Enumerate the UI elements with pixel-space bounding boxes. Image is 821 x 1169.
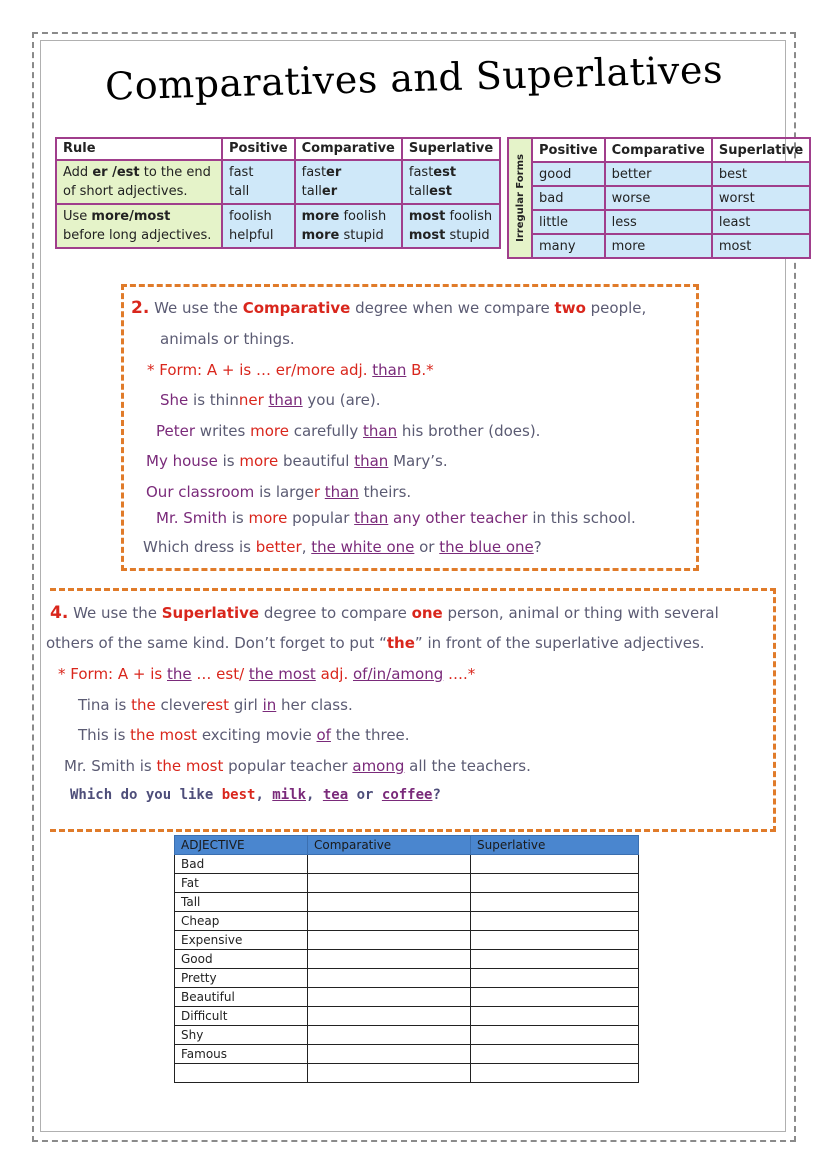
- exercise-table: [174, 835, 639, 1083]
- irr-cell: most: [712, 234, 810, 258]
- irr-cell: least: [712, 210, 810, 234]
- adjective-cell: Shy: [175, 1026, 308, 1045]
- exercise-header-adjective: ADJECTIVE: [175, 836, 308, 855]
- irregular-forms-table: [507, 137, 811, 259]
- superlative-form: * Form: A + is the … est/ the most adj. of/in/among ….*: [58, 665, 476, 683]
- adjective-cell: Good: [175, 950, 308, 969]
- comparative-intro-line2: animals or things.: [160, 330, 295, 348]
- comparative-example-2: Peter writes more carefully than his brother (does).: [156, 422, 541, 440]
- exercise-row: [175, 1026, 639, 1045]
- irr-cell: better: [605, 162, 712, 186]
- irr-row: [508, 234, 810, 258]
- irr-header-comparative: Comparative: [605, 138, 712, 162]
- adjective-cell: [175, 1064, 308, 1083]
- comparative-blank[interactable]: [308, 988, 471, 1007]
- superlative-blank[interactable]: [471, 1045, 639, 1064]
- exercise-row: [175, 1064, 639, 1083]
- superlative-blank[interactable]: [471, 893, 639, 912]
- comparative-blank[interactable]: [308, 931, 471, 950]
- irregular-forms-clip: [500, 130, 804, 265]
- exercise-row: [175, 1007, 639, 1026]
- comparative-intro-line1: 2. We use the Comparative degree when we compare two people,: [131, 298, 647, 318]
- superlative-blank[interactable]: [471, 1026, 639, 1045]
- adjective-cell: Expensive: [175, 931, 308, 950]
- superlative-long: most foolish most stupid: [402, 204, 500, 248]
- comparative-example-4: Our classroom is larger than theirs.: [146, 483, 412, 501]
- comparative-blank[interactable]: [308, 1045, 471, 1064]
- superlative-intro-line2: others of the same kind. Don’t forget to put “the” in front of the superlative adjectives.: [46, 634, 705, 652]
- irr-cell: best: [712, 162, 810, 186]
- exercise-row: [175, 893, 639, 912]
- exercise-header-superlative: Superlative: [471, 836, 639, 855]
- exercise-row: [175, 950, 639, 969]
- comparative-blank[interactable]: [308, 1026, 471, 1045]
- positive-long: foolish helpful: [222, 204, 295, 248]
- irr-cell: more: [605, 234, 712, 258]
- irr-cell: less: [605, 210, 712, 234]
- rule-row-short: [56, 160, 500, 204]
- superlative-short: fastest tallest: [402, 160, 500, 204]
- comparative-example-5: Mr. Smith is more popular than any other teacher in this school.: [156, 509, 636, 527]
- comparative-blank[interactable]: [308, 855, 471, 874]
- adjective-cell: Bad: [175, 855, 308, 874]
- comparative-blank[interactable]: [308, 874, 471, 893]
- comparative-blank[interactable]: [308, 969, 471, 988]
- adjective-cell: Famous: [175, 1045, 308, 1064]
- exercise-row: [175, 912, 639, 931]
- comparative-example-6: Which dress is better, the white one or the blue one?: [143, 538, 542, 556]
- comparative-long: more foolish more stupid: [295, 204, 402, 248]
- irr-cell: little: [532, 210, 605, 234]
- irr-cell: worse: [605, 186, 712, 210]
- comparative-example-3: My house is more beautiful than Mary’s.: [146, 452, 448, 470]
- exercise-row: [175, 969, 639, 988]
- adjective-cell: Fat: [175, 874, 308, 893]
- comparative-form: * Form: A + is … er/more adj. than B.*: [147, 361, 434, 379]
- comparative-blank[interactable]: [308, 950, 471, 969]
- adjective-cell: Tall: [175, 893, 308, 912]
- comparative-example-1: She is thinner than you (are).: [160, 391, 381, 409]
- rule-row-long: [56, 204, 500, 248]
- adjective-cell: Cheap: [175, 912, 308, 931]
- header-rule: Rule: [56, 138, 222, 160]
- superlative-blank[interactable]: [471, 988, 639, 1007]
- irr-cell: worst: [712, 186, 810, 210]
- comparative-blank[interactable]: [308, 1007, 471, 1026]
- superlative-blank[interactable]: [471, 1064, 639, 1083]
- comparative-blank[interactable]: [308, 912, 471, 931]
- comparative-blank[interactable]: [308, 893, 471, 912]
- superlative-example-1: Tina is the cleverest girl in her class.: [78, 696, 353, 714]
- irr-cell: good: [532, 162, 605, 186]
- exercise-row: [175, 874, 639, 893]
- header-superlative: Superlative: [402, 138, 500, 160]
- irr-row: [508, 210, 810, 234]
- rule-long-text: Use more/most before long adjectives.: [56, 204, 222, 248]
- superlative-intro-line1: 4. We use the Superlative degree to compare one person, animal or thing with several: [50, 603, 719, 623]
- exercise-row: [175, 1045, 639, 1064]
- superlative-blank[interactable]: [471, 855, 639, 874]
- exercise-row: [175, 931, 639, 950]
- superlative-blank[interactable]: [471, 1007, 639, 1026]
- adjective-cell: Difficult: [175, 1007, 308, 1026]
- superlative-example-2: This is the most exciting movie of the three.: [78, 726, 410, 744]
- superlative-example-3: Mr. Smith is the most popular teacher among all the teachers.: [64, 757, 531, 775]
- header-positive: Positive: [222, 138, 295, 160]
- rule-short-text: Add er /est to the end of short adjectives.: [56, 160, 222, 204]
- comparative-short: faster taller: [295, 160, 402, 204]
- exercise-header-comparative: Comparative: [308, 836, 471, 855]
- rules-table: [55, 137, 501, 249]
- superlative-example-4: Which do you like best, milk, tea or coffee?: [70, 787, 441, 803]
- superlative-blank[interactable]: [471, 874, 639, 893]
- irr-header-superlative: Superlative: [712, 138, 810, 162]
- adjective-cell: Pretty: [175, 969, 308, 988]
- positive-short: fast tall: [222, 160, 295, 204]
- irr-row: [508, 162, 810, 186]
- irr-cell: many: [532, 234, 605, 258]
- exercise-row: [175, 855, 639, 874]
- adjective-cell: Beautiful: [175, 988, 308, 1007]
- irr-cell: bad: [532, 186, 605, 210]
- superlative-blank[interactable]: [471, 969, 639, 988]
- irregular-forms-label: Irregular Forms: [508, 138, 532, 258]
- header-comparative: Comparative: [295, 138, 402, 160]
- exercise-row: [175, 988, 639, 1007]
- page-title: Comparatives and Superlatives: [104, 47, 724, 109]
- superlative-blank[interactable]: [471, 912, 639, 931]
- superlative-blank[interactable]: [471, 931, 639, 950]
- comparative-blank[interactable]: [308, 1064, 471, 1083]
- irr-row: [508, 186, 810, 210]
- superlative-blank[interactable]: [471, 950, 639, 969]
- irr-header-positive: Positive: [532, 138, 605, 162]
